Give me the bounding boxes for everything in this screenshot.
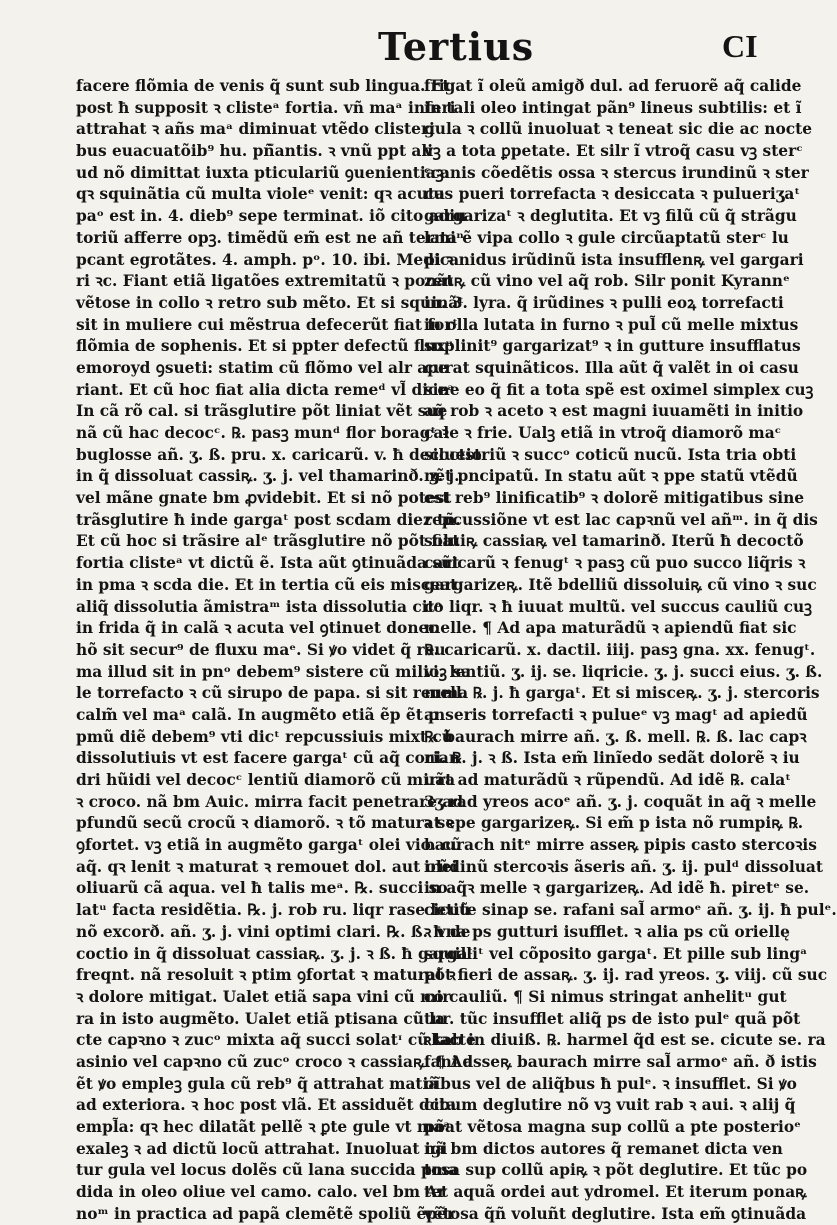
text-line: repcussiõne vt est lac capꝛnũ vel añᵐ. in q̃ dis (424, 510, 818, 529)
text-line: paᵒ est in. 4. dieb⁹ sepe terminat. iõ cito adiu (76, 207, 467, 226)
text-column-left (76, 76, 482, 1225)
text-line: cale ꝛ frie. Ualꝫ etiã in vtroq̃ diamorõ maᶜ (424, 424, 782, 442)
text-line: pcant egrotãtes. 4. amph. pᵒ. 10. ibi. Medica (76, 250, 460, 269)
text-line: ℞. baurach mirre añ. ʒ. ß. mell. ℞. ß. lac capꝛ (424, 727, 807, 746)
text-line: toriũ afferre opꝫ. timẽdũ em̃ est ne añ termiⁿ (76, 228, 464, 247)
text-line: coctio in q̃ dissoluat cassiaꝶ. ʒ. j. ꝛ ß. ħ gargaᵗ (76, 944, 474, 963)
text-line: vi. lentiũ. ʒ. ij. se. liqricie. ʒ. j. succi eius. ʒ. ß. (424, 662, 823, 681)
text-line: vẽtose in collo ꝛ retro sub mẽto. Et si squinãᵗ (76, 293, 464, 312)
text-line: vꝫ a tota ꝑpetate. Et silr ĩ vtroq̃ casu vꝫ sterᶜ (424, 142, 803, 161)
text-line: 3ʒ rad yreos acoᵉ añ. ʒ. j. coquãt in aq̃ ꝛ melle (424, 792, 817, 811)
text-line: frigat ĩ oleũ amigð dul. ad feruorẽ aq̃ calide (424, 77, 802, 95)
text-line: tur gula vel locus dolẽs cũ lana succida pma (76, 1161, 459, 1180)
text-line: ꝛ sepe gargarizeꝶ. Si em̃ p ista nõ rumpiꝶ ℞. (424, 814, 804, 833)
text-line: le torrefacto ꝛ cũ sirupo de papa. si sit reuma (76, 684, 469, 703)
text-line: cte capꝛno ꝛ zucᵒ mixta aq̃ succi solatᶦ cũ lacte (76, 1031, 476, 1050)
text-line: aq̃ rob ꝛ aceto ꝛ est magni iuuamẽti in initio (424, 402, 804, 421)
text-line: põat vẽtosa magna sup collũ a pte posterioᵉ (424, 1118, 801, 1136)
text-line: põt fieri de assaꝶ. ʒ. ij. rad yreos. ʒ. viij. cũ suc (424, 966, 828, 985)
text-line: dissolutiuis vt est facere gargaᵗ cũ aq̃ corian (76, 749, 461, 768)
folio-number: CI (722, 28, 758, 64)
text-line: ma illud sit in pnᵒ debem⁹ sistere cũ milioꝫ sa (76, 662, 472, 681)
text-line: gargarizeꝶ. Itẽ bdelliũ dissoluiꝶ cũ vino ꝛ suc (424, 575, 817, 594)
text-line: anseris torrefacti ꝛ pulueᵉ vꝫ magᵗ ad apiedũ (424, 705, 808, 724)
text-line: mell. ℞. j. ħ gargaᵗ. Et si misceꝶ. ʒ. j. stercoris (424, 684, 820, 703)
text-line: sit in muliere cui mẽstrua defecerũt fiat forᵗ (76, 315, 459, 334)
text-line: Et cũ hoc si trãsire alᵉ trãsglutire nõ põt fiat (76, 532, 460, 551)
text-line: squilliᵗ vel cõposito gargaᵗ. Et pille sub lingᵃ (424, 944, 808, 963)
text-line: facere flõmia de venis q̃ sunt sub lingua. Et (76, 77, 450, 95)
text-line: oliuarũ cã aqua. vel ħ talis meᵃ. ℞. succi so (76, 879, 448, 898)
text-line: est reb⁹ linificatib⁹ ꝛ dolorẽ mitigatibus sine (424, 489, 805, 508)
text-line: empl̃a: qꝛ hec dilatãt pellẽ ꝛ ꝑte gule vt maᵃ (76, 1118, 451, 1136)
text-line: ꝛ croco. nã bm Auic. mirra facit penetrare ad (76, 792, 464, 811)
text-line: riant. Et cũ hoc fiat alia dicta remeᵈ vl̃ diceᵃ (76, 380, 455, 399)
text-line: tosa sup collũ apiꝶ ꝛ põt deglutire. Et tũc po (424, 1161, 808, 1180)
text-line: fortia clisteᵃ vt dictũ ẽ. Ista aũt ꝯtinuãda sũt (76, 554, 460, 573)
text-line: trãsglutire ħ inde gargaᵗ post scdam diez tñ. (76, 510, 461, 529)
text-line: ad exteriora. ꝛ hoc post vlã. Et assiduẽt dcta (76, 1096, 457, 1115)
text-line: pfundũ secũ crocũ ꝛ diamorõ. ꝛ tõ maturat ꝛ (76, 814, 454, 833)
text-line: sine eo q̃ fit a tota spẽ est oximel simplex cuꝫ (424, 380, 814, 399)
text-line: ni. ℞. j. ꝛ ß. Ista em̃ linĩedo sedãt dolorẽ ꝛ iu (424, 749, 800, 768)
text-line: gula ꝛ collũ inuoluat ꝛ teneat sic die ac nocte (424, 120, 813, 139)
text-line: exaleꝫ ꝛ ad dictũ locũ attrahat. Inuoluat igi (76, 1139, 448, 1158)
text-line: baurach nitᵉ mirre asseꝶ pipis casto stercoꝛis (424, 836, 817, 855)
text-line: vel mãne gnate bm ꝓvidebit. Et si nõ potest (76, 489, 452, 508)
text-line: co liqr. ꝛ ħ iuuat multũ. vel succus cauliũ cuꝫ (424, 597, 813, 616)
text-line: nã cũ hac decocᶜ. ℞. pasꝫ munᵈ flor boragᵗ ꝛ (76, 424, 449, 442)
text-column-right (424, 76, 837, 1225)
text-line: In cã rõ cal. si trãsglutire põt liniat vẽt sue (76, 402, 448, 421)
text-line: oĩbus vel de aliq̃bus ħ pulᵉ. ꝛ insufflet. Si ꝟo (424, 1074, 797, 1093)
text-line: lata ẽ vipa collo ꝛ gule circũaptatũ sterᶜ lu (424, 228, 789, 247)
text-line: in aq̃ꝛ melle ꝛ gargarizeꝶ. Ad idẽ ħ. piretᵉ se. (424, 879, 810, 898)
text-line: curat squinãticos. Illa aũt q̃ valẽt in oi casu (424, 358, 799, 377)
text-line: ud nõ dimittat iuxta pticulariũ ꝯuenientiaꝫ: (76, 163, 450, 182)
text-line: cicute sinap se. rafani sal̃ armoᵉ añ. ʒ. ij. ħ pulᵉ. (424, 901, 837, 920)
text-line: in q̃ dissoluat cassiꝶ. ʒ. j. vel thamarinð. ʒ. j. (76, 467, 460, 486)
text-line: ꝛ vna ps gutturi isufflet. ꝛ alia ps cũ oriellę (424, 922, 790, 941)
text-line: ℞. caricarũ. x. dactil. iiij. pasꝫ gna. xx. fenugᵗ. (424, 640, 816, 659)
text-line: in pma ꝛ scda die. Et in tertia cũ eis misceat (76, 575, 458, 594)
text-line: emoroyd ꝯsueti: statim cũ flõmo vel alr ape (76, 358, 448, 377)
text-line: caricarũ ꝛ fenugᵗ ꝛ pasꝫ cũ puo succo liq̃ris ꝛ (424, 554, 806, 573)
text-line: gargarizaᵗ ꝛ deglutita. Et vꝫ filũ cũ q̃ strãgu (424, 207, 797, 226)
text-line: siluestriũ ꝛ succᵒ coticũ nucũ. Ista tria obti (424, 445, 797, 464)
text-line: nõ excorð. añ. ʒ. j. vini optimi clari. ℞. ß. ħ de (76, 922, 471, 941)
text-line: cus pueri torrefacta ꝛ desiccata ꝛ pulueriʒaᵗ (424, 185, 801, 204)
running-title: Tertius (378, 24, 535, 69)
text-line: ᶜcanis cõedẽtis ossa ꝛ stercus irundinũ ꝛ ster (424, 163, 809, 182)
text-line: latᵘ facta residẽtia. ℞. j. rob ru. liqr rase letiũ (76, 901, 471, 920)
text-line: irũdinũ stercoꝛis ãseris añ. ʒ. ij. pulᵈ dissoluat (424, 857, 823, 876)
text-line: cibum deglutire nõ vꝫ vuit rab ꝛ aui. ꝛ alij q̃ (424, 1096, 796, 1115)
text-line: asinio vel capꝛno cũ zucᵒ croco ꝛ cassiaꝶ. ¶ Ad (76, 1052, 474, 1071)
text-line: dri hũidi vel decocᶜ lentiũ diamorõ cũ mirra (76, 771, 456, 789)
text-line: flõmia de sophenis. Et si ppter defectũ fluxᵘ (76, 337, 454, 356)
text-line: zenꝶ cũ vino vel aq̃ rob. Silr ponit Kyrannᵉ (424, 272, 790, 291)
text-line: suplinit⁹ gargarizat⁹ ꝛ in gutture insufflatus (424, 337, 801, 356)
text-line: attrahat ꝛ añs maᵃ diminuat vtẽdo clisteri (76, 120, 435, 139)
text-line: freqnt. nã resoluit ꝛ ptim ꝯfortat ꝛ maturat ꝛ (76, 966, 456, 985)
text-line: in frida q̃ in calã ꝛ acuta vel ꝯtinuet donec (76, 619, 438, 638)
text-line: in tali oleo intingat pãn⁹ lineus subtilis: et ĩ (424, 98, 802, 117)
page-header (0, 18, 800, 74)
text-line: co cauliũ. ¶ Si nimus stringat anhelitᵘ gut (424, 987, 787, 1006)
text-line: tet aquã ordei aut ydromel. Et iterum ponaꝶ (424, 1183, 807, 1202)
text-line: melle. ¶ Ad apa maturãdũ ꝛ apiendũ fiat sic (424, 619, 797, 638)
text-line: in. 3. lyra. q̃ irũdines ꝛ pulli eoꝝ torrefacti (424, 293, 784, 312)
text-line: aq̃. qꝛ lenit ꝛ maturat ꝛ remouet dol. aut olei (76, 857, 458, 876)
text-line: pmũ diẽ debem⁹ vti dicᵗ repcussiuis mixt cũ (76, 727, 453, 746)
text-line: ꝛ dolore mitigat. Ualet etiã sapa vini cũ mir (76, 987, 451, 1006)
text-line: bus euacuatõib⁹ hu. pñ̃antis. ꝛ vnũ ppt ali (76, 142, 434, 161)
text-line: dida in oleo oliue vel camo. calo. vel bm Ar (76, 1183, 446, 1202)
text-line: ẽt ꝟo empleꝫ gula cũ reb⁹ q̃ attrahat matiã (76, 1074, 439, 1093)
text-line: post ħ supposit ꝛ clisteᵃ fortia. vñ maᵃ inferi (76, 98, 456, 117)
text-line: tur. tũc insufflet aliq̃ ps de isto pulᵉ quã põt (424, 1009, 801, 1028)
text-line: buglosse añ. ʒ. ß. pru. x. caricarũ. v. ħ decoctio (76, 445, 482, 464)
text-line: nẽt pncipatũ. In statu aũt ꝛ ppe statũ vtẽdũ (424, 467, 798, 486)
text-line: ꝯfortet. vꝫ etiã in augmẽto gargaᵗ olei vio. cũ (76, 836, 462, 855)
text-line: uãt ad maturãdũ ꝛ rũpendũ. Ad idẽ ℞. calaᵗ (424, 771, 791, 789)
text-line: soluiꝶ cassiaꝶ vel tamarinð. Iterũ ħ decoctõ (424, 532, 804, 551)
text-line: fani asseꝶ baurach mirre sal̃ armoᵉ añ. ð istis (424, 1052, 817, 1071)
text-line: pi ꝛ nidus irũdinũ ista insufflenꝶ vel gargari (424, 250, 804, 269)
text-line: qꝛ squinãtia cũ multa violeᵉ venit: qꝛ acuta (76, 185, 445, 204)
text-line: nã bm dictos autores q̃ remanet dicta ven (424, 1139, 783, 1158)
text-line: noᵐ in practica ad papã clemẽtẽ spoliũ ẽpẽr (76, 1204, 455, 1223)
text-line: hõ sit secur⁹ de fluxu maᵉ. Si ꝟo videt q̃ reu (76, 640, 446, 659)
text-line: vẽtosa q̃ñ voluñt deglutire. Ista em̃ ꝯtinuãda (424, 1204, 807, 1223)
text-line: aliq̃ dissolutia ãmistraᵐ ista dissolutia citᵒ (76, 597, 442, 616)
text-line: in olla lutata in furno ꝛ pul̃ cũ melle mixtus (424, 315, 799, 334)
text-line: ꝛkab in diuiß. ℞. harmel q̃d est se. cicute se. ra (424, 1031, 826, 1050)
text-line: calm̃ vel maᵃ calã. In augmẽto etiã ẽp ẽt p (76, 705, 439, 724)
text-line: ra in isto augmẽto. Ualet etiã ptisana cũ la (76, 1009, 446, 1028)
text-line: ri ꝛc. Fiant etiã ligatões extremitatũ ꝛ ponãt (76, 272, 454, 291)
